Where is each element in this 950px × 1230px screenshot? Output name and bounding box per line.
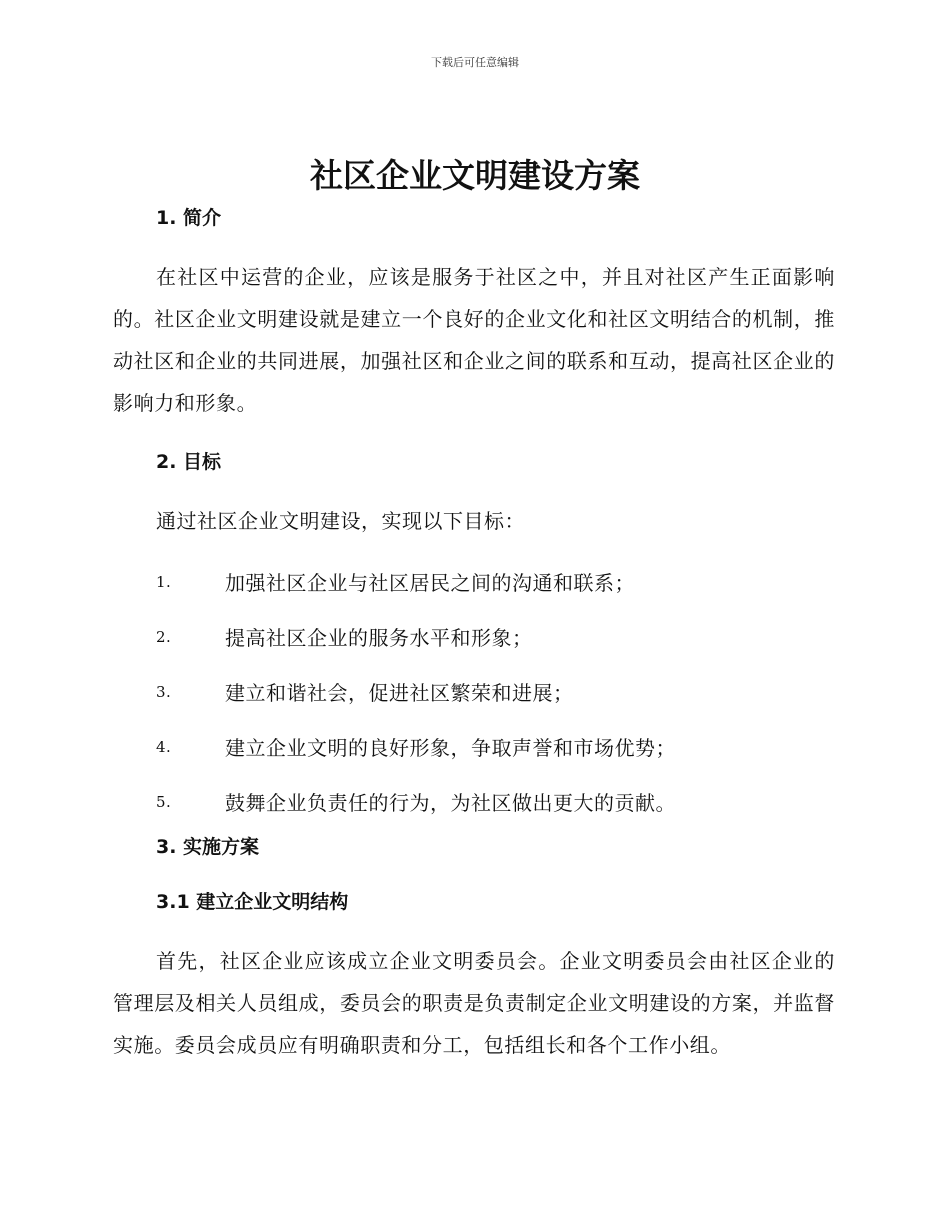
goals-list bbox=[113, 554, 835, 829]
list-item-text: 鼓舞企业负责任的行为，为社区做出更大的贡献。 bbox=[225, 791, 676, 815]
list-item-text: 提高社区企业的服务水平和形象； bbox=[225, 626, 533, 650]
list-item bbox=[113, 719, 835, 774]
section-heading-intro: 1. 简介 bbox=[156, 207, 222, 229]
list-item-number: 3. bbox=[156, 682, 172, 701]
list-item-number: 1. bbox=[156, 572, 172, 591]
structure-paragraph: 首先，社区企业应该成立企业文明委员会。企业文明委员会由社区企业的管理层及相关人员组成，委员会的职责是负责制定企业文明建设的方案，并监督实施。委员会成员应有明确职责和分工，包括组长和各个工作小组。 bbox=[113, 949, 835, 1057]
list-item bbox=[113, 609, 835, 664]
spacer bbox=[113, 865, 835, 884]
list-item-text: 建立和谐社会，促进社区繁荣和进展； bbox=[225, 681, 574, 705]
spacer bbox=[113, 480, 835, 500]
list-item bbox=[113, 554, 835, 609]
list-item-number: 4. bbox=[156, 737, 172, 756]
section-heading-plan: 3. 实施方案 bbox=[156, 836, 260, 858]
spacer bbox=[113, 920, 835, 940]
spacer bbox=[113, 542, 835, 554]
header-note: 下载后可任意编辑 bbox=[431, 56, 519, 69]
list-item-number: 5. bbox=[156, 792, 172, 811]
document-body bbox=[113, 200, 835, 1066]
list-item-text: 加强社区企业与社区居民之间的沟通和联系； bbox=[225, 571, 635, 595]
spacer bbox=[113, 424, 835, 444]
list-item bbox=[113, 664, 835, 719]
subsection-heading-structure: 3.1 建立企业文明结构 bbox=[156, 891, 349, 913]
list-item-number: 2. bbox=[156, 627, 172, 646]
goals-intro: 通过社区企业文明建设，实现以下目标： bbox=[156, 509, 525, 533]
intro-paragraph: 在社区中运营的企业，应该是服务于社区之中，并且对社区产生正面影响的。社区企业文明建设就是建立一个良好的企业文化和社区文明结合的机制，推动社区和企业的共同进展，加强社区和企业之间的联系和互动，提高社区企业的影响力和形象。 bbox=[113, 265, 835, 415]
section-heading-goals: 2. 目标 bbox=[156, 451, 222, 473]
list-item-text: 建立企业文明的良好形象，争取声誉和市场优势； bbox=[225, 736, 676, 760]
document-title: 社区企业文明建设方案 bbox=[310, 156, 640, 195]
spacer bbox=[113, 236, 835, 256]
list-item bbox=[113, 774, 835, 829]
